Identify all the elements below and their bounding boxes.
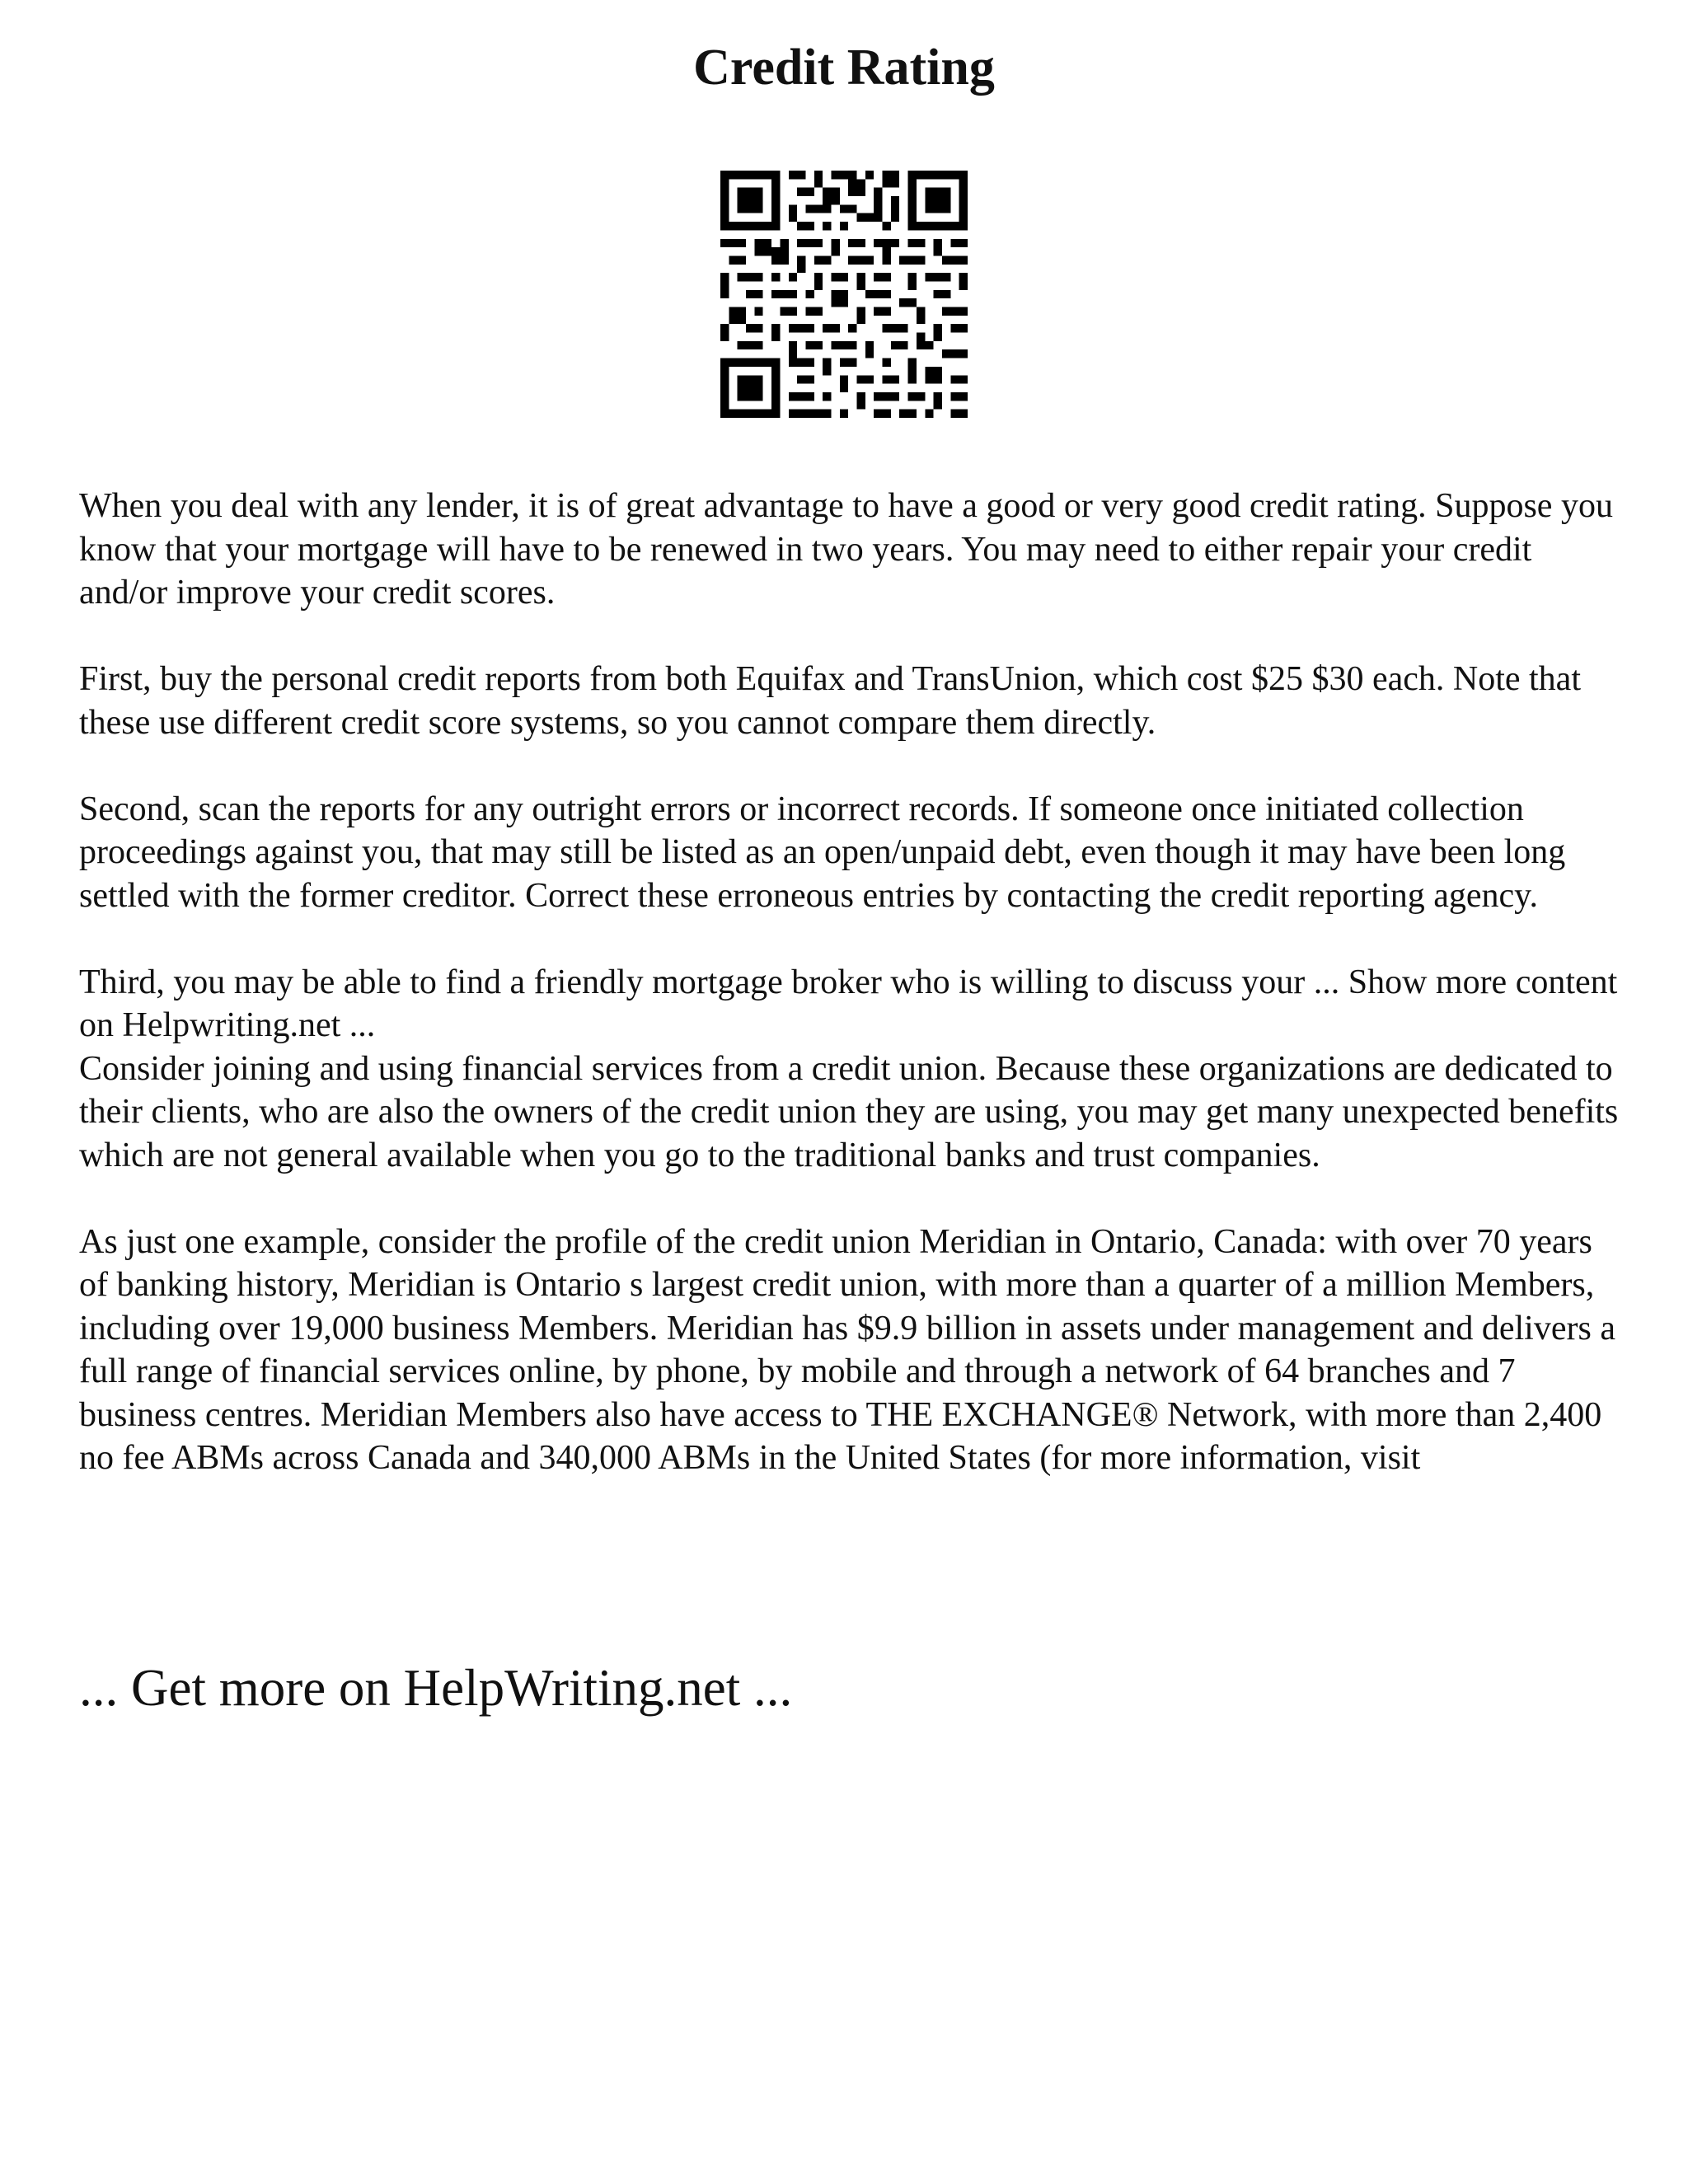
paragraph-first-step: First, buy the personal credit reports from both Equifax and TransUnion, which cost $25 $30 each. Note that these use different credit score systems, so you cannot compare them directly. bbox=[79, 660, 1581, 742]
paragraph-second-step: Second, scan the reports for any outright errors or incorrect records. If someone once initiated collection proceedings against you, that may still be listed as an open/unpaid debt, even though it may have been long settled with the former creditor. Correct these erroneous entries by contacting the credit reporting agency. bbox=[79, 790, 1566, 915]
article-body bbox=[79, 485, 1629, 1480]
qr-code-image bbox=[720, 171, 968, 418]
paragraph-credit-union: Consider joining and using financial services from a credit union. Because these organizations are dedicated to their clients, who are also the owners of the credit union they are using, you may get many unexpected benefits which are not general available when you go to the traditional banks and trust companies. bbox=[79, 1049, 1619, 1174]
qr-code-icon bbox=[720, 171, 968, 418]
paragraph-intro: When you deal with any lender, it is of great advantage to have a good or very good credit rating. Suppose you know that your mortgage will have to be renewed in two years. You may need to either repair your credit and/or improve your credit scores. bbox=[79, 487, 1613, 612]
paragraph-meridian-example: As just one example, consider the profile of the credit union Meridian in Ontario, Canada: with over 70 years of banking history, Meridian is Ontario s largest credit union, with more than a quarter of a million Members, including over 19,000 business Members. Meridian has $9.9 billion in assets under management and delivers a full range of financial services online, by phone, by mobile and through a network of 64 branches and 7 business centres. Meridian Members also have access to THE EXCHANGE® Network, with more than 2,400 no fee ABMs across Canada and 340,000 ABMs in the United States (for more information, visit bbox=[79, 1222, 1615, 1477]
get-more-link[interactable]: ... Get more on HelpWriting.net ... bbox=[79, 1659, 793, 1717]
document-title: Credit Rating bbox=[693, 40, 995, 96]
paragraph-third-step: Third, you may be able to find a friendly mortgage broker who is willing to discuss your ... Show more content on Helpwriting.net ... bbox=[79, 963, 1618, 1044]
